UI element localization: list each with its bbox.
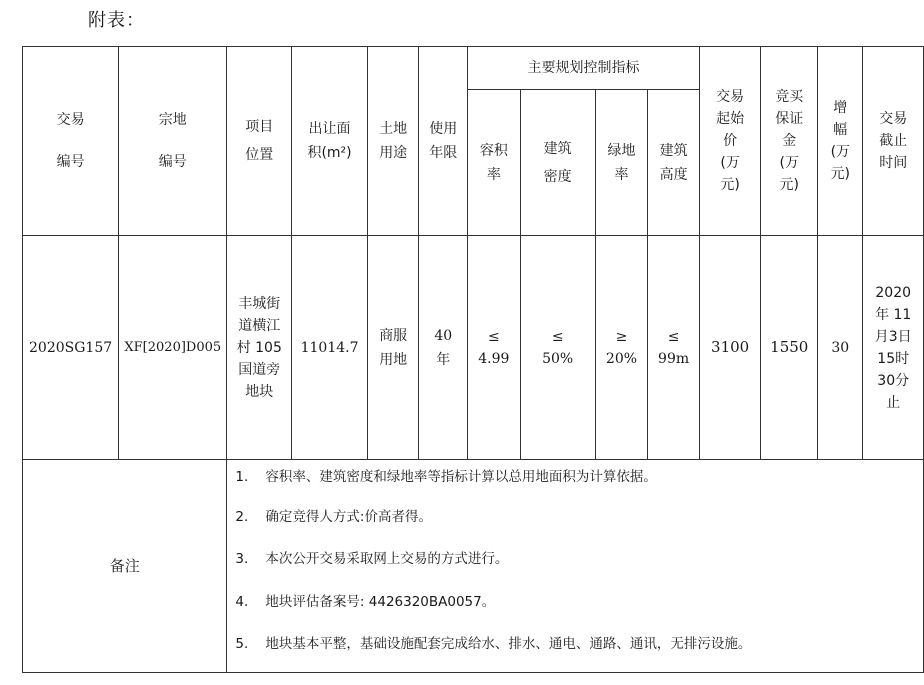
page-title: 附表： [88, 10, 145, 31]
list-item: 4. 地块评估备案号: 4426320BA0057。 [235, 593, 496, 610]
header-height: 建筑 高度 [648, 90, 700, 236]
list-item: 3. 本次公开交易采取网上交易的方式进行。 [235, 551, 509, 567]
notes-label: 备注 [23, 460, 227, 673]
header-location: 项目 位置 [227, 47, 292, 236]
cell-deposit: 1550 [761, 236, 818, 460]
cell-deadline: 2020 年 11 月3日 15时 30分 止 [863, 236, 924, 460]
header-area: 出让面 积(m²) [292, 47, 368, 236]
header-density: 建筑 密度 [520, 90, 595, 236]
header-deadline: 交易 截止 时间 [863, 47, 924, 236]
cell-increment: 30 [818, 236, 863, 460]
cell-location: 丰城街 道横江 村 105 国道旁 地块 [227, 236, 292, 460]
header-planning-group: 主要规划控制指标 [468, 47, 700, 90]
header-deposit: 竞买 保证 金 (万 元) [761, 47, 818, 236]
cell-use: 商服 用地 [367, 236, 418, 460]
header-trade-no: 交易 编号 [23, 47, 119, 236]
cell-density: ≤ 50% [520, 236, 595, 460]
header-far: 容积 率 [468, 90, 521, 236]
land-transaction-table [22, 46, 924, 673]
cell-trade-no: 2020SG157 [23, 236, 119, 460]
cell-height: ≤ 99m [648, 236, 700, 460]
header-increment: 增 幅 (万 元) [818, 47, 863, 236]
cell-parcel-no: XF[2020]D005 [119, 236, 227, 460]
table-row [23, 236, 924, 460]
header-green: 绿地 率 [595, 90, 648, 236]
list-item: 1. 容积率、建筑密度和绿地率等指标计算以总用地面积为计算依据。 [235, 469, 657, 486]
cell-green: ≥ 20% [595, 236, 648, 460]
cell-term: 40 年 [419, 236, 468, 460]
cell-area: 11014.7 [292, 236, 368, 460]
list-item: 5. 地块基本平整，基础设施配套完成给水、排水、通电、通路、通讯，无排污设施。 [235, 636, 752, 652]
notes-content [227, 460, 924, 673]
header-term: 使用 年限 [419, 47, 468, 236]
header-parcel-no: 宗地 编号 [119, 47, 227, 236]
cell-far: ≤ 4.99 [468, 236, 521, 460]
cell-start-price: 3100 [699, 236, 760, 460]
header-use: 土地 用途 [367, 47, 418, 236]
list-item: 2. 确定竞得人方式:价高者得。 [235, 508, 432, 525]
header-start-price: 交易 起始 价 (万 元) [699, 47, 760, 236]
